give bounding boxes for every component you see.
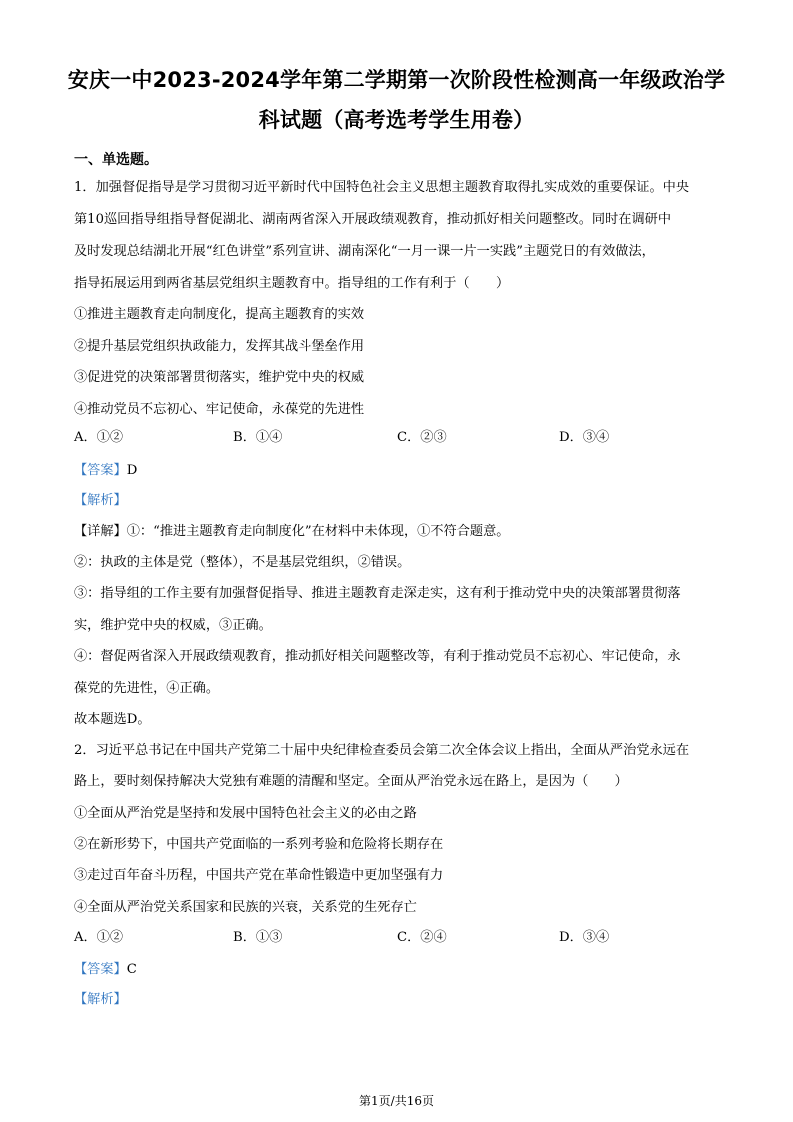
q1-answer-row (74, 462, 137, 480)
q1-analysis-tag: 【解析】 (74, 493, 127, 508)
q1-item: ①推进主题教育走向制度化，提高主题教育的实效 (74, 307, 365, 322)
q1-stem-line: 及时发现总结湖北开展“红色讲堂”系列宣讲、湖南深化“一月一课一片一实践”主题党日的有效做法， (74, 244, 655, 259)
q1-stem-line: 第10巡回指导组指导督促湖北、湖南两省深入开展政绩观教育，推动抓好相关问题整改。同时在调研中 (74, 212, 672, 227)
answer-tag: 【答案】 (74, 962, 127, 977)
q1-detail-line: ②：执政的主体是党（整体），不是基层党组织，②错误。 (74, 555, 411, 570)
section-heading: 一、单选题。 (74, 152, 158, 168)
q1-item: ③促进党的决策部署贯彻落实，维护党中央的权威 (74, 370, 365, 385)
q2-item: ①全面从严治党是坚持和发展中国特色社会主义的必由之路 (74, 806, 417, 821)
q1-detail-line: ①：“推进主题教育走向制度化”在材料中未体现，①不符合题意。 (126, 524, 510, 539)
q1-option-a: A．①② (74, 430, 124, 445)
answer-tag: 【答案】 (74, 463, 127, 478)
q2-item: ③走过百年奋斗历程，中国共产党在革命性锻造中更加坚强有力 (74, 868, 444, 883)
q2-option-b: B．①③ (233, 930, 283, 945)
q2-stem-line: 2．习近平总书记在中国共产党第二十届中央纪律检查委员会第二次全体会议上指出，全面从严治党永远在 (74, 743, 690, 758)
q2-stem-line: 路上，要时刻保持解决大党独有难题的清醒和坚定。全面从严治党永远在路上，是因为（ ） (74, 774, 628, 789)
q2-item: ②在新形势下，中国共产党面临的一系列考验和危险将长期存在 (74, 837, 444, 852)
q2-answer-row (74, 961, 137, 979)
q1-detail-line: 实，维护党中央的权威，③正确。 (74, 618, 272, 633)
page-number: 第1页/共16页 (359, 1094, 434, 1108)
q1-option-c: C．②③ (397, 430, 447, 445)
q1-option-b: B．①④ (233, 430, 283, 445)
q2-answer-value: C (126, 962, 137, 977)
q1-detail-line: ④：督促两省深入开展政绩观教育，推动抓好相关问题整改等，有利于推动党员不忘初心、牢记使命，永 (74, 649, 681, 664)
q1-option-d: D．③④ (559, 430, 610, 445)
q1-detail-line: ③：指导组的工作主要有加强督促指导、推进主题教育走深走实，这有利于推动党中央的决策部署贯彻落 (74, 586, 681, 601)
q1-stem-line: 指导拓展运用到两省基层党组织主题教育中。指导组的工作有利于（ ） (74, 276, 510, 291)
doc-title-line1: 安庆一中2023-2024学年第二学期第一次阶段性检测高一年级政治学 (67, 68, 726, 92)
q1-answer-value: D (126, 463, 138, 478)
detail-tag: 【详解】 (74, 524, 127, 539)
q1-detail-row (74, 523, 509, 541)
q2-option-d: D．③④ (559, 930, 610, 945)
q1-item: ④推动党员不忘初心、牢记使命，永葆党的先进性 (74, 402, 365, 417)
q2-item: ④全面从严治党关系国家和民族的兴衰，关系党的生死存亡 (74, 900, 417, 915)
q1-conclusion: 故本题选D。 (74, 712, 151, 727)
doc-title-line2: 科试题（高考选考学生用卷） (258, 108, 535, 132)
q2-analysis-tag: 【解析】 (74, 992, 127, 1007)
q1-detail-line: 葆党的先进性，④正确。 (74, 681, 220, 696)
q1-item: ②提升基层党组织执政能力，发挥其战斗堡垒作用 (74, 339, 365, 354)
q2-option-c: C．②④ (397, 930, 447, 945)
q2-option-a: A．①② (74, 930, 124, 945)
q1-stem-line: 1．加强督促指导是学习贯彻习近平新时代中国特色社会主义思想主题教育取得扎实成效的重要保证。中央 (74, 180, 690, 195)
